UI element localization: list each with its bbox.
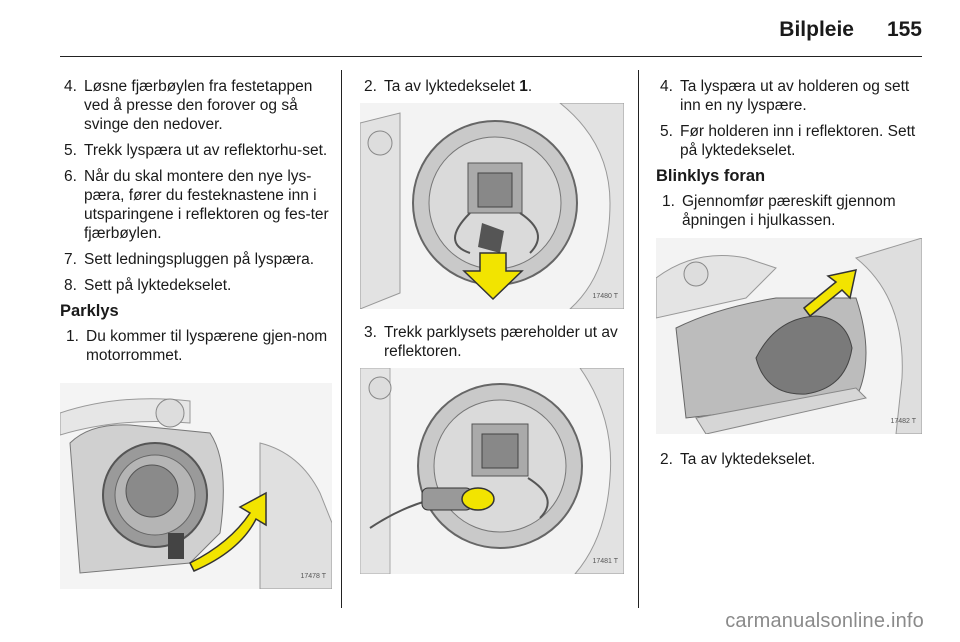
step-8 xyxy=(60,276,332,295)
step-7 xyxy=(60,250,332,269)
step-number: 8. xyxy=(64,277,77,294)
step-text: Før holderen inn i reflektoren. Sett på lyktedekselet. xyxy=(680,123,916,159)
step-number: 2. xyxy=(364,78,377,95)
step-text: Ta av lyktedekselet. xyxy=(680,451,816,468)
step-4 xyxy=(60,77,332,134)
step-number: 1. xyxy=(662,193,675,210)
step-5 xyxy=(656,122,922,160)
figure-code: 17481 T xyxy=(592,558,618,565)
step-number: 4. xyxy=(660,78,673,95)
section-heading-blinklys: Blinklys foran xyxy=(656,167,766,185)
parklys-step-1 xyxy=(62,327,332,365)
step-number: 2. xyxy=(660,451,673,468)
step-text: Ta av lyktedekselet xyxy=(384,78,520,95)
page-title: Bilpleie xyxy=(779,18,854,41)
step-number: 1. xyxy=(66,328,79,345)
page-number: 155 xyxy=(886,18,922,41)
column-divider-2 xyxy=(638,70,639,608)
step-5 xyxy=(60,141,332,160)
column-1 xyxy=(60,77,332,589)
step-text: Trekk parklysets pæreholder ut av reflektoren. xyxy=(384,324,618,360)
step-text: Du kommer til lyspærene gjen-nom motorrommet. xyxy=(86,328,328,364)
callout-number: 1 xyxy=(519,78,528,95)
step-text: Sett på lyktedekselet. xyxy=(84,277,232,294)
watermark: carmanualsonline.info xyxy=(725,610,924,632)
step-number: 5. xyxy=(660,123,673,140)
step-text: Ta lyspæra ut av holderen og sett inn en ny lyspære. xyxy=(680,78,910,114)
step-number: 6. xyxy=(64,168,77,185)
figure-code: 17478 T xyxy=(300,573,326,580)
lamp-cover-illustration xyxy=(60,383,332,589)
header-rule xyxy=(60,56,922,57)
bulb-holder-illustration xyxy=(360,368,624,574)
figure-pull-bulb-holder xyxy=(360,368,624,574)
step-number: 4. xyxy=(64,78,77,95)
step-text: Løsne fjærbøylen fra festetappen ved å presse den forover og så svinge den nedover. xyxy=(84,78,313,133)
section-heading-parklys: Parklys xyxy=(60,302,119,320)
blinklys-step-1 xyxy=(658,192,922,230)
step-text: Når du skal montere den nye lys-pæra, fører du festeknastene inn i utsparingene i reflektoren og fes-ter fjærbøylen. xyxy=(84,168,329,242)
step-text: Trekk lyspæra ut av reflektorhu-set. xyxy=(84,142,328,159)
step-6 xyxy=(60,167,332,243)
step-3 xyxy=(360,323,624,361)
figure-code: 17482 T xyxy=(890,418,916,425)
column-2 xyxy=(360,77,624,574)
step-number: 5. xyxy=(64,142,77,159)
wheel-arch-illustration xyxy=(656,238,922,434)
blinklys-step-2 xyxy=(656,450,922,469)
figure-code: 17480 T xyxy=(592,293,618,300)
figure-wheel-arch-access xyxy=(656,238,922,434)
step-2 xyxy=(360,77,624,96)
step-text-end: . xyxy=(527,78,533,95)
remove-cover-illustration xyxy=(360,103,624,309)
column-3 xyxy=(656,77,922,476)
step-number: 7. xyxy=(64,251,77,268)
step-text: Sett ledningspluggen på lyspæra. xyxy=(84,251,315,268)
column-divider-1 xyxy=(341,70,342,608)
step-4 xyxy=(656,77,922,115)
step-text: Gjennomfør pæreskift gjennom åpningen i hjulkassen. xyxy=(682,193,896,229)
step-number: 3. xyxy=(364,324,377,341)
figure-remove-cover xyxy=(360,103,624,309)
figure-lamp-cover-engine-bay xyxy=(60,383,332,589)
